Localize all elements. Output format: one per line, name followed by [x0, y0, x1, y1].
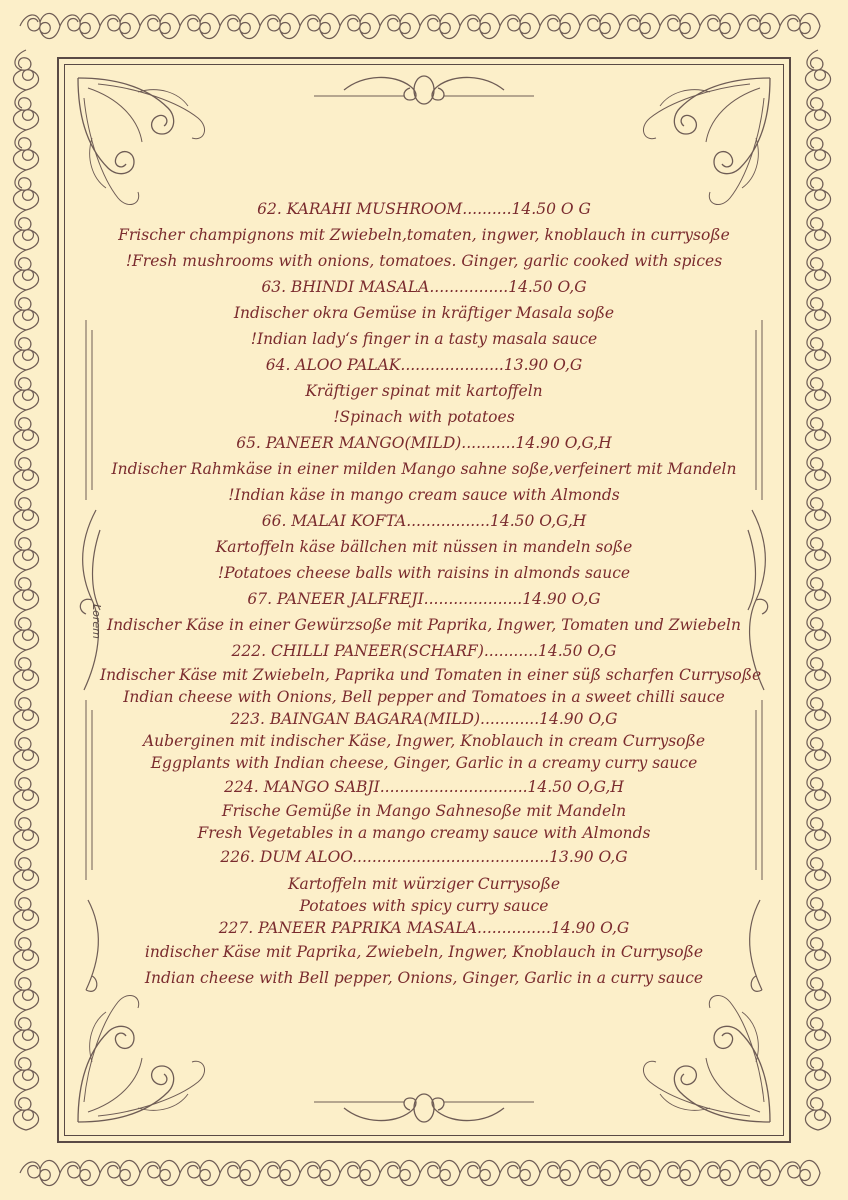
item-description-en: !Indian käse in mango cream sauce with Almonds — [228, 486, 620, 504]
item-description-en: !Indian lady‘s finger in a tasty masala sauce — [250, 330, 598, 348]
item-description-en: !Potatoes cheese balls with raisins in almonds sauce — [217, 564, 631, 582]
item-description-en: Potatoes with spicy curry sauce — [299, 897, 549, 915]
item-description-en: !Fresh mushrooms with onions, tomatoes. Ginger, garlic cooked with spices — [125, 252, 723, 270]
item-description-de: Indischer Käse mit Zwiebeln, Paprika und Tomaten in einer süß scharfen Currysoße — [100, 666, 762, 684]
right-border-pattern — [805, 50, 830, 1130]
item-description-de: Indischer Käse in einer Gewürzsoße mit Paprika, Ingwer, Tomaten und Zwiebeln — [107, 616, 741, 634]
item-title: 67. PANEER JALFREJI....................14.90 O,G — [247, 590, 601, 608]
item-title: 64. ALOO PALAK.....................13.90 O,G — [265, 356, 583, 374]
top-border-pattern — [20, 13, 820, 38]
item-description-de: Frischer champignons mit Zwiebeln,tomaten, ingwer, knoblauch in currysoße — [118, 226, 730, 244]
item-title: 222. CHILLI PANEER(SCHARF)...........14.50 O,G — [231, 642, 617, 660]
item-title: 66. MALAI KOFTA.................14.50 O,G,H — [261, 512, 587, 530]
item-description-en: Eggplants with Indian cheese, Ginger, Garlic in a creamy curry sauce — [150, 754, 698, 772]
item-description-de: Indischer okra Gemüse in kräftiger Masala soße — [233, 304, 615, 322]
ornament-signature: Lorem — [90, 604, 103, 639]
item-description-de: Kartoffeln käse bällchen mit nüssen in mandeln soße — [215, 538, 633, 556]
item-description-de: Indischer Rahmkäse in einer milden Mango sahne soße,verfeinert mit Mandeln — [111, 460, 737, 478]
item-title: 223. BAINGAN BAGARA(MILD)............14.90 O,G — [230, 710, 618, 728]
item-description-en: !Spinach with potatoes — [333, 408, 515, 426]
item-title: 224. MANGO SABJI..............................14.50 O,G,H — [224, 778, 624, 796]
menu-list — [100, 196, 762, 991]
bottom-border-pattern — [20, 1160, 820, 1185]
item-description-en: Indian cheese with Onions, Bell pepper and Tomatoes in a sweet chilli sauce — [123, 688, 725, 706]
item-title: 226. DUM ALOO........................................13.90 O,G — [220, 848, 628, 866]
left-border-pattern — [13, 50, 38, 1130]
item-description-en: Indian cheese with Bell pepper, Onions, Ginger, Garlic in a curry sauce — [144, 969, 704, 987]
item-description-de: Kartoffeln mit würziger Currysoße — [287, 875, 561, 893]
item-title: 65. PANEER MANGO(MILD)...........14.90 O,G,H — [236, 434, 612, 452]
item-title: 227. PANEER PAPRIKA MASALA...............14.90 O,G — [218, 919, 630, 937]
item-description-de: indischer Käse mit Paprika, Zwiebeln, Ingwer, Knoblauch in Currysoße — [144, 943, 704, 961]
item-description-en: Fresh Vegetables in a mango creamy sauce with Almonds — [197, 824, 651, 842]
item-description-de: Frische Gemüße in Mango Sahnesoße mit Mandeln — [221, 802, 627, 820]
item-title: 63. BHINDI MASALA................14.50 O,G — [261, 278, 587, 296]
item-description-de: Kräftiger spinat mit kartoffeln — [305, 382, 543, 400]
item-title: 62. KARAHI MUSHROOM..........14.50 O G — [257, 200, 591, 218]
item-description-de: Auberginen mit indischer Käse, Ingwer, Knoblauch in cream Currysoße — [142, 732, 706, 750]
